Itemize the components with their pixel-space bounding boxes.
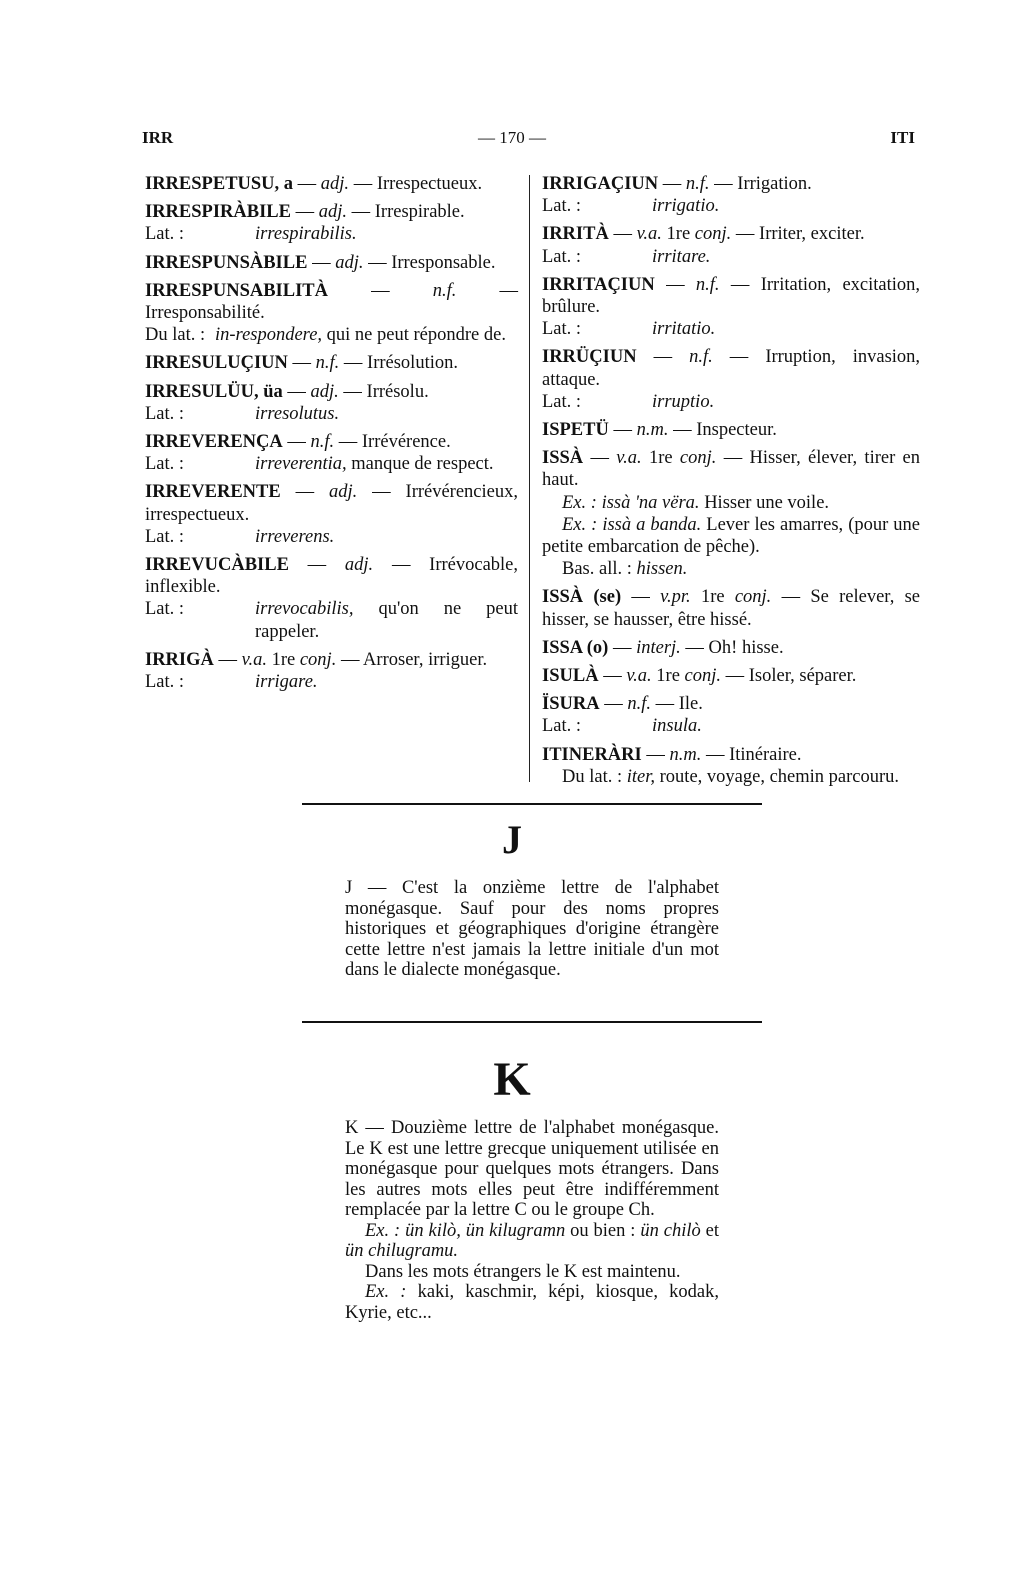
part-of-speech: n.f. [315,353,340,374]
part-of-speech: v.a. [636,224,662,245]
part-of-speech: n.f. [695,274,720,295]
headword: IRRESPETUSU, a [145,174,294,194]
headword: IRRESPIRÀBILE [145,202,291,223]
part-of-speech: n.m. [669,744,702,765]
etymology-label: Lat. : [145,672,185,693]
dash: — [295,482,315,503]
dash: — [287,432,306,453]
dash: — [613,224,632,245]
dictionary-entry [542,447,920,580]
etymology: irreverens. [255,526,335,547]
etymology: irrevocabilis, [255,599,354,620]
dash: — [603,666,622,687]
example-label: Ex. : [365,1282,407,1302]
dash: — [312,252,331,273]
example-label: Ex. : [562,514,598,535]
definition: — Isoler, séparer. [725,666,857,687]
definition: — Irresponsabilité. [145,280,519,324]
example-line [345,1221,719,1262]
dictionary-entry [542,173,920,217]
example-line [345,1282,719,1323]
conjugation: 1re [700,587,725,608]
etymology: irritare. [652,246,711,267]
paragraph: K — Douzième lettre de l'alphabet monégasque. Le K est une lettre grecque uniquement utilisée en monégasque pour quelques mots étrangers. Dans les autres mots elles peut être indifféremment remplacée par la lettre C ou le groupe Ch. [345,1118,719,1220]
headword: IRREVERENÇA [145,432,283,453]
part-of-speech: adj. [344,555,374,576]
etymology-label: Lat. : [145,599,185,620]
example: ün chilò [640,1220,701,1241]
example-label: Ex. : [365,1220,401,1241]
conjugation-label: conj. [679,448,717,469]
headword: ÏSURA [542,694,600,715]
section-j-text [345,878,719,981]
etymology: irritatio. [652,319,716,340]
dictionary-entry [542,274,920,341]
dash: — [590,448,609,469]
definition: — Irrespirable. [351,202,465,223]
part-of-speech: adj. [335,252,364,273]
dictionary-entry [542,693,920,737]
paragraph: Dans les mots étrangers le K est maintenu. [365,1261,681,1282]
etymology: iter, [626,766,656,787]
dictionary-entry [145,481,518,548]
part-of-speech: adj. [310,381,339,402]
example: ün chilugramu. [345,1241,459,1261]
part-of-speech: n.f. [689,347,713,368]
conjugation-label: conj. [299,649,337,670]
etymology: irruptio. [652,391,715,412]
section-letter-k: K [493,1053,531,1106]
definition: — Arroser, irriguer. [340,649,488,670]
etymology-gloss: manque de respect. [351,454,494,475]
dictionary-entry [542,637,920,659]
dash: — [613,420,632,441]
example-connector: et [705,1220,720,1241]
dash: — [287,381,306,402]
part-of-speech: v.pr. [660,587,691,608]
dash: — [666,274,685,295]
column-divider [529,175,530,782]
etymology-label: Lat. : [542,391,582,412]
dictionary-entry [145,280,518,347]
part-of-speech: v.a. [616,448,642,469]
dash: — [662,174,682,194]
dash: — [612,637,632,658]
part-of-speech: adj. [328,482,358,503]
part-of-speech: n.f. [310,432,335,453]
headword: IRRITAÇIUN [542,274,655,295]
dictionary-entry [145,201,518,245]
definition: — Irrésolu. [343,381,429,402]
running-head-left: IRR [142,128,174,147]
etymology-label: Lat. : [145,526,185,547]
conjugation: 1re [648,448,673,469]
conjugation-label: conj. [684,666,722,687]
headword: IRRIGAÇIUN [542,174,659,194]
definition: — Oh! hisse. [685,637,784,658]
definition: — Itinéraire. [705,744,802,765]
definition: — Irritation, excitation, brûlure. [542,274,921,318]
part-of-speech: adj. [320,174,350,194]
part-of-speech: v.a. [626,666,652,687]
conjugation: 1re [271,649,296,670]
headword: IRREVERENTE [145,482,281,503]
definition: — Se relever, se hisser, se hausser, être hissé. [542,587,921,630]
etymology-label: Lat. : [145,224,185,245]
section-divider [302,1021,762,1023]
definition: — Irrésolution. [343,353,458,374]
section-k-text [345,1118,719,1323]
dash: — [218,649,237,670]
etymology-gloss: qui ne peut répondre de. [326,325,506,346]
part-of-speech: v.a. [241,649,267,670]
definition: — Hisser, élever, tirer en haut. [542,448,921,491]
definition: — Irrigation. [714,174,812,194]
etymology-gloss: qu'on ne peut rappeler. [255,599,518,642]
etymology-label: Lat. : [542,196,582,217]
example-translation: Lever les amarres, (pour une petite embarcation de pêche). [542,514,920,558]
definition: — Irrévérencieux, irrespectueux. [145,482,518,525]
part-of-speech: adj. [318,202,348,223]
paragraph: J — C'est la onzième lettre de l'alphabet monégasque. Sauf pour des noms propres historiques et géographiques d'origine étrangère cette lettre n'est jamais la lettre initiale d'un mot dans le dialecte monégasque. [345,878,719,980]
example: issà 'na vëra. [601,492,700,513]
dash: — [653,347,673,368]
headword: IRRESULÜU, üa [145,381,283,402]
headword: IRRIGÀ [145,649,214,670]
part-of-speech: n.f. [685,174,710,194]
dictionary-entry [542,744,920,788]
conjugation: 1re [656,666,680,687]
dictionary-entry [145,252,518,274]
etymology: irrespirabilis. [255,224,357,245]
etymology-label: Du lat. : [145,325,206,346]
dictionary-entry [145,554,518,643]
etymology-label: Lat. : [145,403,185,424]
example-connector: ou bien : [570,1220,636,1241]
dictionary-entry [145,173,518,195]
dash: — [307,555,327,576]
section-letter-j: J [502,817,522,862]
dash: — [371,280,390,301]
dash: — [295,202,315,223]
etymology-label: Lat. : [145,454,185,475]
running-head-right: ITI [890,128,915,147]
conjugation-label: conj. [694,224,732,245]
example-translation: Hisser une voile. [704,492,830,513]
definition: — Irruption, invasion, attaque. [542,347,921,390]
etymology-label: Lat. : [542,246,582,267]
headword: ISSA (o) [542,637,609,658]
etymology: irreverentia, [255,454,347,475]
dictionary-entry [542,419,920,441]
headword: IRREVUCÀBILE [145,555,289,576]
dash: — [292,353,312,374]
example: kaki, kaschmir, képi, kiosque, kodak, Kyrie, etc... [345,1282,719,1323]
example: issà a banda. [602,514,702,535]
dictionary-entry [542,586,920,630]
left-column [145,173,518,699]
etymology: insula. [652,716,702,737]
etymology: in-respondere, [215,325,323,346]
etymology: hissen. [636,559,688,580]
part-of-speech: n.m. [636,420,669,441]
conjugation-label: conj. [734,587,772,608]
etymology: irrigare. [255,672,318,693]
headword: ITINERÀRI [542,744,642,765]
etymology-gloss: route, voyage, chemin parcouru. [659,766,900,787]
dictionary-entry [145,381,518,425]
definition: — Irriter, exciter. [735,224,865,245]
definition: — Inspecteur. [673,420,777,441]
headword: IRRITÀ [542,224,609,245]
example-label: Ex. : [562,492,597,513]
etymology-label: Lat. : [542,319,582,340]
dash: — [646,744,665,765]
part-of-speech: n.f. [627,694,651,715]
etymology: irresolutus. [255,403,340,424]
example: ün kilò, ün kilugramn [405,1220,566,1241]
definition: — Irrévocable, inflexible. [145,555,519,598]
definition: — Irrespectueux. [353,174,483,194]
page-number: — 170 — [478,128,546,147]
dictionary-entry [542,223,920,267]
headword: IRRÜÇIUN [542,347,637,368]
dictionary-entry [542,665,920,687]
headword: ISPETÜ [542,420,609,441]
dash: — [631,587,650,608]
dictionary-entry [145,649,518,693]
etymology-label: Lat. : [542,716,582,737]
dictionary-entry [145,431,518,475]
headword: IRRESULUÇIUN [145,353,288,374]
headword: IRRESPUNSÀBILE [145,252,308,273]
definition: — Ile. [655,694,703,715]
part-of-speech: interj. [636,637,681,658]
headword: ISSÀ (se) [542,587,622,608]
headword: IRRESPUNSABILITÀ [145,280,328,301]
section-divider [302,803,762,805]
etymology-label: Du lat. : [562,766,623,787]
right-column [542,173,920,794]
dictionary-entry [145,352,518,374]
dash: — [604,694,623,715]
dictionary-entry [542,346,920,413]
definition: — Irrévérence. [338,432,451,453]
dash: — [297,174,317,194]
headword: ISSÀ [542,448,584,469]
etymology-label: Bas. all. : [562,559,632,580]
conjugation: 1re [666,224,691,245]
headword: ISULÀ [542,666,599,687]
etymology: irrigatio. [652,196,720,217]
part-of-speech: n.f. [432,280,457,301]
definition: — Irresponsable. [368,252,496,273]
